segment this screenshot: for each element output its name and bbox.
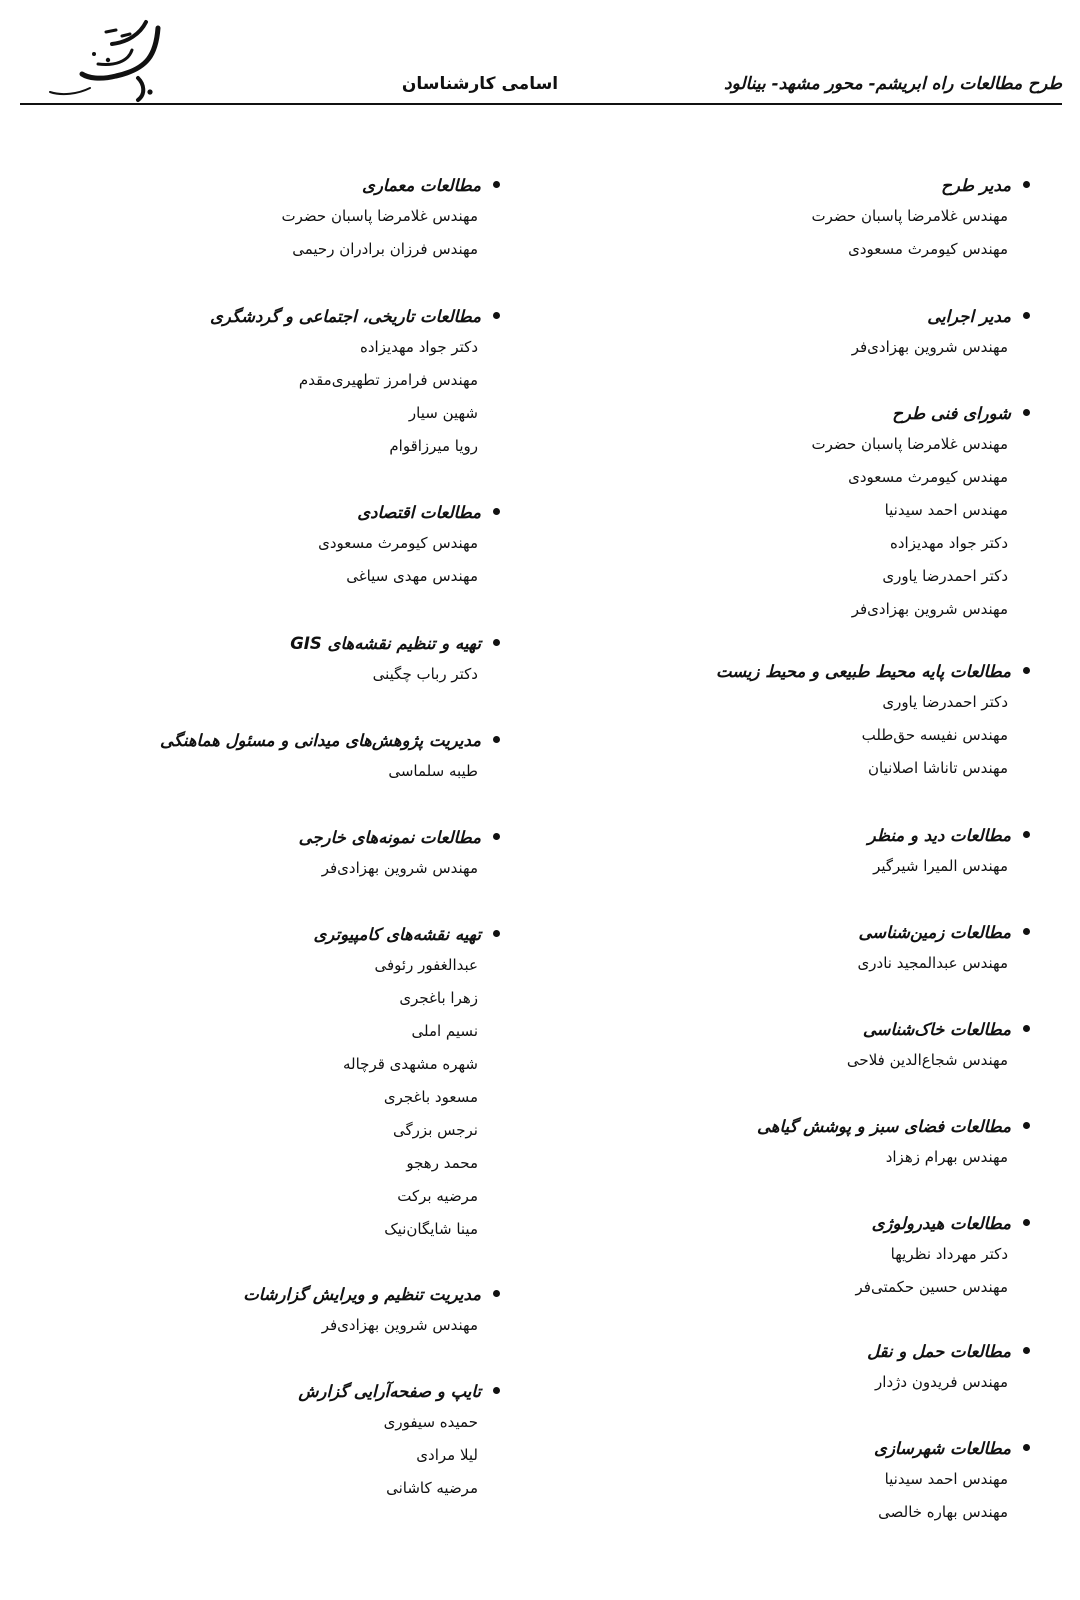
member-name: دکتر رباب چگینی [372,665,478,683]
group-gis-maps [20,630,500,727]
group-report-editing [20,1281,500,1378]
group-soil [560,1016,1030,1113]
group-technical-council [560,400,1030,658]
member-name: مهندس غلامرضا پاسبان حضرت [281,207,478,225]
group-urban-planning [560,1435,1030,1529]
member-name: دکتر جواد مهدیزاده [359,338,478,356]
group-title: مطالعات هیدرولوژی [871,1214,1011,1233]
member-name: مهندس شروین بهزادی‌فر [851,338,1008,356]
member-name: مهندس احمد سیدنیا [884,501,1008,519]
member-name: دکتر احمدرضا یاوری [882,693,1008,711]
group-title: مطالعات فضای سبز و پوشش گیاهی [757,1117,1011,1136]
bullet-icon [1023,1025,1030,1032]
group-hydrology [560,1210,1030,1338]
group-executive-manager [560,303,1030,400]
group-title: مطالعات اقتصادی [357,503,481,522]
group-title: مطالعات پایه محیط طبیعی و محیط زیست [716,662,1011,681]
member-name: مهندس شجاع‌الدین فلاحی [846,1051,1008,1069]
group-title: مدیر اجرایی [927,307,1011,326]
group-transport [560,1338,1030,1435]
group-title: مدیر طرح [941,176,1011,195]
bullet-icon [493,1387,500,1394]
left-column [20,172,500,1505]
group-title: مطالعات زمین‌شناسی [858,923,1011,942]
member-name: مهندس احمد سیدنیا [884,1470,1008,1488]
group-environment [560,658,1030,822]
bullet-icon [493,1290,500,1297]
group-title: تهیه نقشه‌های کامپیوتری [313,925,481,944]
group-title: مدیریت پژوهش‌های میدانی و مسئول هماهنگی [160,731,481,750]
member-name: مهندس غلامرضا پاسبان حضرت [811,207,1008,225]
member-name: شهین سیار [408,404,478,422]
member-name: مهندس حسین حکمتی‌فر [855,1278,1008,1296]
group-project-manager [560,172,1030,303]
member-name: مهندس فرزان برادران رحیمی [292,240,478,258]
bullet-icon [1023,831,1030,838]
member-name: نسیم املی [411,1022,478,1040]
member-name: مهندس مهدی سیاغی [346,567,478,585]
group-title: مطالعات معماری [362,176,481,195]
group-computer-maps [20,921,500,1281]
bullet-icon [493,312,500,319]
member-name: دکتر احمدرضا یاوری [882,567,1008,585]
calligraphic-logo-icon [20,14,180,104]
right-column [560,172,1030,1529]
bullet-icon [493,181,500,188]
member-name: زهرا باغجری [399,989,478,1007]
member-name: مهندس کیومرث مسعودی [318,534,478,552]
group-title: مطالعات دید و منظر [867,826,1011,845]
group-title: مطالعات تاریخی، اجتماعی و گردشگری [210,307,481,326]
header-divider [20,103,1062,105]
member-name: رویا میرزاقوام [389,437,478,455]
member-name: مهندس عبدالمجید نادری [857,954,1008,972]
bullet-icon [493,508,500,515]
bullet-icon [1023,1122,1030,1129]
member-name: مهندس کیومرث مسعودی [848,240,1008,258]
bullet-icon [1023,1219,1030,1226]
member-name: شهره مشهدی قرچاله [343,1055,478,1073]
member-name: مهندس غلامرضا پاسبان حضرت [811,435,1008,453]
member-name: طیبه سلماسی [388,762,478,780]
group-title: شورای فنی طرح [892,404,1011,423]
group-title: مطالعات نمونه‌های خارجی [298,828,481,847]
bullet-icon [493,930,500,937]
member-name: مهندس شروین بهزادی‌فر [851,600,1008,618]
member-name: دکتر جواد مهدیزاده [889,534,1008,552]
group-title: مطالعات شهرسازی [874,1439,1011,1458]
member-name: محمد رهجو [406,1154,478,1172]
bullet-icon [1023,667,1030,674]
bullet-icon [1023,312,1030,319]
bullet-icon [1023,181,1030,188]
member-name: مرضیه کاشانی [386,1479,478,1497]
group-landscape [560,822,1030,919]
member-name: مهندس فریدون دژدار [875,1373,1008,1391]
member-name: دکتر مهرداد نظریها [890,1245,1008,1263]
bullet-icon [1023,1444,1030,1451]
page-header [20,14,1062,104]
group-history-social-tourism [20,303,500,499]
member-name: مهندس بهاره خالصی [878,1503,1008,1521]
member-name: مرضیه برکت [397,1187,478,1205]
bullet-icon [493,736,500,743]
group-architecture [20,172,500,303]
group-title: تایپ و صفحه‌آرایی گزارش [298,1382,481,1401]
group-title: مدیریت تنظیم و ویرایش گزارشات [243,1285,481,1304]
group-title: مطالعات خاک‌شناسی [862,1020,1011,1039]
member-name: مسعود باغجری [383,1088,478,1106]
member-name: مهندس شروین بهزادی‌فر [321,859,478,877]
group-vegetation [560,1113,1030,1210]
member-name: مینا شایگان‌نیک [384,1220,478,1238]
member-name: مهندس فرامرز تطهیری‌مقدم [298,371,478,389]
bullet-icon [493,833,500,840]
project-title: طرح مطالعات راه ابریشم- محور مشهد- بینالود [724,74,1062,94]
section-heading: اسامی کارشناسان [401,74,559,94]
group-foreign-samples [20,824,500,921]
bullet-icon [1023,409,1030,416]
group-title: مطالعات حمل و نقل [867,1342,1011,1361]
member-name: لیلا مرادی [416,1446,478,1464]
member-name: عبدالغفور رئوفی [374,956,478,974]
member-name: مهندس تاناشا اصلانیان [868,759,1008,777]
member-name: نرجس بزرگی [393,1121,478,1139]
member-name: مهندس نفیسه حق‌طلب [861,726,1008,744]
group-geology [560,919,1030,1016]
member-name: مهندس المیرا شیرگیر [873,857,1008,875]
member-name: حمیده سیفوری [383,1413,478,1431]
bullet-icon [493,639,500,646]
member-name: مهندس شروین بهزادی‌فر [321,1316,478,1334]
member-name: مهندس بهرام زهزاد [885,1148,1008,1166]
bullet-icon [1023,928,1030,935]
group-title: تهیه و تنظیم نقشه‌های GIS [290,634,481,653]
group-economics [20,499,500,630]
bullet-icon [1023,1347,1030,1354]
group-field-research [20,727,500,824]
group-typing-layout [20,1378,500,1505]
member-name: مهندس کیومرث مسعودی [848,468,1008,486]
